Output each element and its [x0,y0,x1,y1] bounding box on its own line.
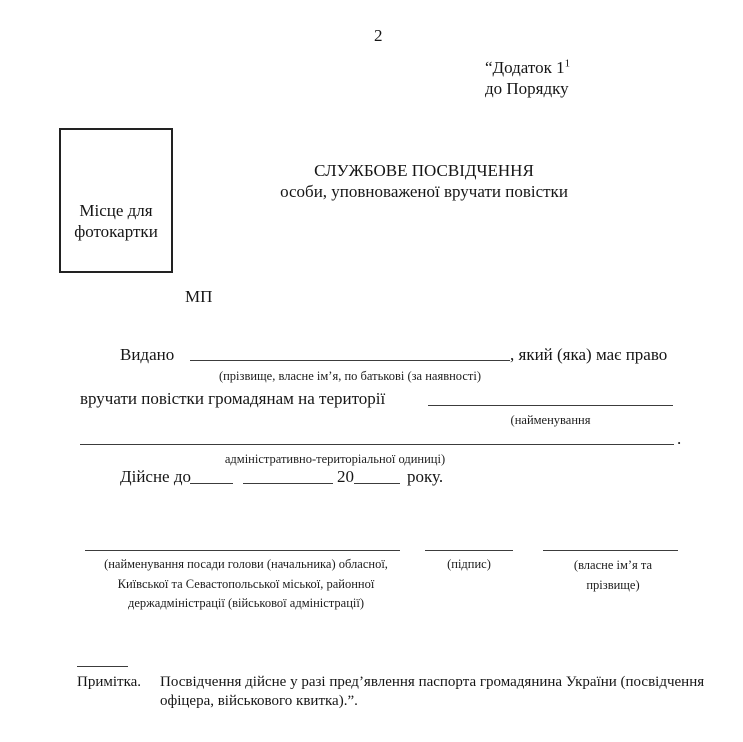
footnote-rule [77,666,128,667]
issued-suffix: , який (яка) має право [510,345,668,364]
territory-blank-line [428,405,673,406]
annex-block [485,57,570,99]
seal-placeholder: МП [185,287,213,306]
issued-name-blank-line [190,360,510,361]
territory-caption-line2: адміністративно-територіальної одиниці) [224,452,446,466]
signature-position-caption-line2: Київської та Севастопольської міської, районної [117,576,375,591]
validity-label: Дійсне до [120,467,192,486]
note-label: Примітка. [77,674,142,690]
signature-name-caption: (власне ім’я та прізвище) [573,558,653,592]
title-block [235,160,613,202]
page-number: 2 [374,26,383,45]
signature-name-line [543,550,678,551]
signature-position-caption [80,555,412,614]
signature-position-caption-line1: (найменування посади голови (начальника) обласної, [104,557,388,571]
signature-position-line [85,550,400,551]
validity-day-blank-line [190,483,233,484]
signature-sign-caption: (підпис) [447,557,491,571]
photo-placeholder-label: Місце для фотокартки [74,201,158,241]
territory-continuation-blank-line [80,444,674,445]
issued-label: Видано [120,345,175,364]
annex-line1-text: “Додаток 1 [485,58,565,77]
photo-placeholder-box [59,128,173,273]
document-title: СЛУЖБОВЕ ПОСВІДЧЕННЯ [314,161,534,180]
validity-century: 20 [337,467,354,486]
validity-suffix: року. [407,467,444,486]
note-block [77,673,708,711]
note-text: Посвідчення дійсне у разі пред’явлення паспорта громадянина України (посвідчення офіцера, військового квитка).”. [160,674,705,709]
signature-position-caption-line3: держадміністрації (військової адміністрації) [127,596,364,610]
document-subtitle: особи, уповноваженої вручати повістки [280,182,568,201]
territory-label: вручати повістки громадянам на території [80,389,386,408]
validity-month-blank-line [243,483,333,484]
signature-sign-line [425,550,513,551]
annex-line2: до Порядку [485,79,569,98]
territory-caption-line1: (найменування [510,413,591,427]
validity-year-blank-line [354,483,400,484]
annex-line1 [485,57,570,78]
annex-superscript: 1 [564,57,571,70]
territory-period: . [677,429,682,448]
issued-name-caption: (прізвище, власне ім’я, по батькові (за наявності) [218,369,482,383]
